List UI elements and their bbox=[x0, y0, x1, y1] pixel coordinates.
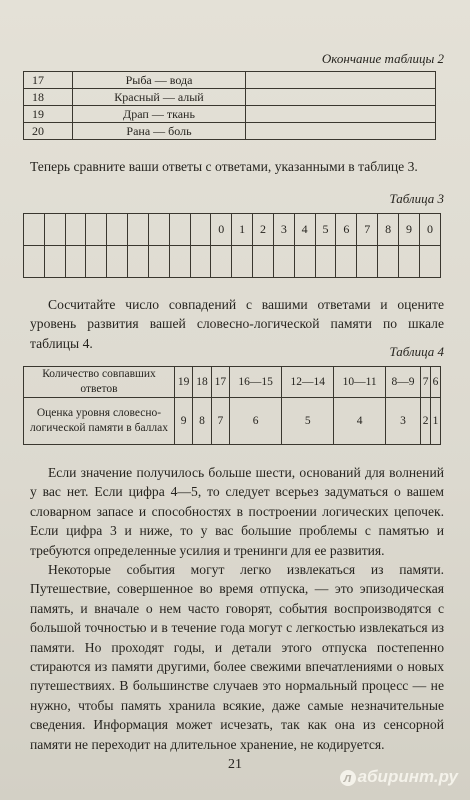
answer-cell bbox=[65, 246, 86, 278]
score-value: 4 bbox=[334, 398, 386, 445]
answer-cell bbox=[44, 246, 65, 278]
paragraph-episodic-memory: Некоторые события могут легко извлекаться из памяти. Путешествие, совершенное во время отпуска, — это эпизодическая память, и вначале о нем часто говорят, события воспроизводятся с большой точностью и в течение года могут с легкостью извлекаться из памяти. Но проходят годы, и детали этого отпуска постепенно стираются из памяти другими, более свежими впечатлениями о новых путешествиях. В большинстве случаев это нормальный процесс — не нужно, чтобы память хранила всякие, даже самые незначительные сведения. Информация может исчезать, так как она из сенсорной памяти не переходит на длительное хранение, не кодируется. bbox=[30, 562, 444, 752]
word-pair: Драп — ткань bbox=[73, 106, 246, 123]
page-number: 21 bbox=[228, 757, 242, 772]
answer-cell bbox=[107, 214, 128, 246]
answer-cell bbox=[86, 214, 107, 246]
match-count: 16—15 bbox=[230, 367, 282, 398]
answer-cell: 0 bbox=[419, 214, 440, 246]
word-pair: Красный — алый bbox=[73, 89, 246, 106]
answer-cell: 8 bbox=[378, 214, 399, 246]
table4-caption: Таблица 4 bbox=[389, 344, 444, 359]
answer-cell bbox=[378, 246, 399, 278]
answer-cell bbox=[273, 246, 294, 278]
answer-cell: 9 bbox=[399, 214, 420, 246]
table2-row bbox=[24, 106, 436, 123]
count-instruction: Сосчитайте число совпадений с вашими ответами и оцените уровень развития вашей словесно-логической памяти по шкале таблицы 4. bbox=[30, 297, 444, 351]
match-count: 12—14 bbox=[282, 367, 334, 398]
answer-cell bbox=[24, 214, 45, 246]
answer-cell bbox=[190, 214, 211, 246]
answer-cell bbox=[232, 246, 253, 278]
table3-row bbox=[24, 246, 441, 278]
answer-cell bbox=[336, 246, 357, 278]
table3 bbox=[23, 213, 441, 278]
watermark-text: абиринт.ру bbox=[357, 767, 458, 786]
answer-cell bbox=[86, 246, 107, 278]
answer-cell bbox=[169, 214, 190, 246]
answer-cell bbox=[24, 246, 45, 278]
match-count: 18 bbox=[193, 367, 211, 398]
answer-cell bbox=[246, 89, 436, 106]
answer-cell bbox=[169, 246, 190, 278]
table3-caption: Таблица 3 bbox=[389, 191, 444, 206]
score-value: 8 bbox=[193, 398, 211, 445]
word-pair: Рана — боль bbox=[73, 123, 246, 140]
row-number: 17 bbox=[24, 72, 73, 89]
answer-cell bbox=[315, 246, 336, 278]
answer-cell bbox=[128, 246, 149, 278]
table2-caption: Окончание таблицы 2 bbox=[321, 51, 444, 66]
watermark-logo bbox=[340, 767, 458, 787]
answer-cell bbox=[419, 246, 440, 278]
answer-cell bbox=[44, 214, 65, 246]
compare-instruction: Теперь сравните ваши ответы с ответами, указанными в таблице 3. bbox=[30, 159, 418, 174]
score-value: 9 bbox=[175, 398, 193, 445]
word-pair: Рыба — вода bbox=[73, 72, 246, 89]
logo-icon: л bbox=[340, 770, 356, 786]
score-value: 2 bbox=[421, 398, 431, 445]
row-label-score: Оценка уровня словесно-логической памяти в баллах bbox=[24, 398, 175, 445]
table2-row bbox=[24, 72, 436, 89]
answer-cell: 3 bbox=[273, 214, 294, 246]
answer-cell: 1 bbox=[232, 214, 253, 246]
answer-cell: 7 bbox=[357, 214, 378, 246]
answer-cell bbox=[65, 214, 86, 246]
match-count: 10—11 bbox=[334, 367, 386, 398]
score-value: 3 bbox=[385, 398, 420, 445]
match-count: 7 bbox=[421, 367, 431, 398]
score-value: 7 bbox=[211, 398, 229, 445]
answer-cell bbox=[246, 72, 436, 89]
answer-cell bbox=[357, 246, 378, 278]
answer-cell bbox=[148, 246, 169, 278]
answer-cell: 6 bbox=[336, 214, 357, 246]
match-count: 19 bbox=[175, 367, 193, 398]
answer-cell: 2 bbox=[253, 214, 274, 246]
match-count: 17 bbox=[211, 367, 229, 398]
match-count: 6 bbox=[431, 367, 441, 398]
answer-cell bbox=[246, 106, 436, 123]
answer-cell bbox=[399, 246, 420, 278]
answer-cell bbox=[148, 214, 169, 246]
match-count: 8—9 bbox=[385, 367, 420, 398]
score-value: 5 bbox=[282, 398, 334, 445]
answer-cell bbox=[190, 246, 211, 278]
table4 bbox=[23, 366, 441, 445]
table2 bbox=[23, 71, 436, 140]
answer-cell bbox=[294, 246, 315, 278]
answer-cell bbox=[128, 214, 149, 246]
score-value: 6 bbox=[230, 398, 282, 445]
answer-cell: 5 bbox=[315, 214, 336, 246]
answer-cell bbox=[253, 246, 274, 278]
score-value: 1 bbox=[431, 398, 441, 445]
answer-cell bbox=[211, 246, 232, 278]
row-number: 19 bbox=[24, 106, 73, 123]
row-number: 18 bbox=[24, 89, 73, 106]
table2-row bbox=[24, 89, 436, 106]
row-number: 20 bbox=[24, 123, 73, 140]
answer-cell: 0 bbox=[211, 214, 232, 246]
table2-row bbox=[24, 123, 436, 140]
paragraph-interpretation: Если значение получилось больше шести, оснований для волнений у вас нет. Если цифра 4—5, то следует всерьез задуматься о вашем словарном запасе и способностях в построении логических цепочек. Если цифра 3 и ниже, то у вас большие проблемы с памятью и требуются определенные усилия и тренинги для ее развития. bbox=[30, 465, 444, 558]
answer-cell bbox=[246, 123, 436, 140]
answer-cell: 4 bbox=[294, 214, 315, 246]
row-label-count: Количество совпавших ответов bbox=[24, 367, 175, 398]
answer-cell bbox=[107, 246, 128, 278]
table3-row bbox=[24, 214, 441, 246]
